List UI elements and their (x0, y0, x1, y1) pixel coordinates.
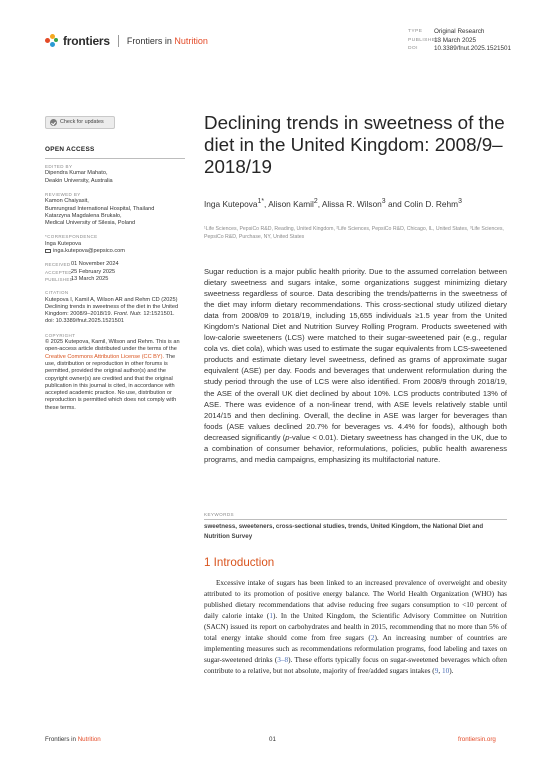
divider (204, 519, 507, 520)
article-type: Original Research (434, 28, 485, 35)
article-dates: RECEIVED 01 November 2024 ACCEPTED 25 February 2025 PUBLISHED 13 March 2025 (45, 261, 119, 282)
email-link[interactable]: inga.kutepova@pepsico.com (53, 248, 125, 255)
header-divider (118, 35, 119, 47)
reference-link[interactable]: 3–8 (277, 656, 289, 665)
author[interactable]: Alissa R. Wilson$^3$ (321, 198, 386, 209)
reference-link[interactable]: 1 (269, 612, 273, 621)
intro-paragraph: Excessive intake of sugars has been linked to an increased prevalence of overweight and obesity attributed to its promotion of positive energy balance. The World Health Organization (WHO) has published dietary recommendations that advise reducing free sugars consumption to <10 percent of daily calorie intake (1). In the United Kingdom, the Scientific Advisory Committee on Nutrition (SACN) issued its report on carbohydrates and health in 2015, recommending that no more than 5% of total energy intake should come from free sugars (2). An increasing number of countries are implementing measures such as recommendations reformulation programs, food labeling and taxes on sugar-sweetened drinks (3–8). These efforts typically focus on sugar-sweetened beverages which often contribute to a relative, but not absolute, majority of free/added sugars intakes (9, 10). (204, 579, 507, 676)
citation: Kutepova I, Kamil A, Wilson AR and Rehm CD (2025) Declining trends in sweetness of the diet in the United Kingdom: 2008/9–2018/19. Front. Nutr. 12:1521501. doi: 10.3389/fnut.2025.1521501 (45, 296, 179, 325)
license-link[interactable]: Creative Commons Attribution License (CC BY). (45, 353, 165, 360)
correspondence: Inga Kutepova inga.kutepova@pepsico.com (45, 240, 125, 255)
author[interactable]: Colin D. Rehm$^3$ (404, 198, 462, 209)
keywords-label: KEYWORDS (204, 512, 234, 517)
sidebar: Check for updates OPEN ACCESS EDITED BY Dipendra Kumar Mahato, Deakin University, Australia REVIEWED BY Kamon Chaiyasit, Bumrungrad International Hospital, Thailand Katarzyna Magdalena Brukało, Medical University of Silesia, Poland *CORRESPONDENCE Inga Kutepova inga.kutepova@pepsico.com RECEIVED 01 November 2024 ACCEPTED 25 February 2025 PUBLISHED 13 March 2025 CITATION Kutepova I, Kamil A, Wilson AR and Rehm CD (2025) Declining trends in sweetness of the diet in the United Kingdom: 2008/9–2018/19. Front. Nutr. 12:1521501. doi: 10.3389/fnut.2025.1521501 COPYRIGHT © 2025 Kutepova, Kamil, Wilson and Rehm. This is an open-access article distributed under the terms of the Creative Commons Attribution License (CC BY). The use, distribution or reproduction in other forums is permitted, provided the original author(s) and the copyright owner(s) are credited and that the original publication in this journal is cited, in accordance with accepted academic practice. No use, distribution or reproduction is permitted which does not comply with these terms. (45, 116, 185, 412)
check-updates-button[interactable]: Check for updates (45, 116, 115, 129)
author[interactable]: Inga Kutepova$^{1*}$ (204, 198, 265, 209)
copyright: © 2025 Kutepova, Kamil, Wilson and Rehm. This is an open-access article distributed under the terms of the Creative Commons Attribution License (CC BY). The use, distribution or reproduction in other forums is permitted, provided the original author(s) and the copyright owner(s) are credited and that the original publication in this journal is cited, in accordance with accepted academic practice. No use, distribution or reproduction is permitted which does not comply with these terms. (45, 339, 180, 411)
author-list: Inga Kutepova$^{1*}$, Alison Kamil$^2$, Alissa R. Wilson$^3$ and Colin D. Rehm$^3$ (204, 198, 462, 209)
reviewers: Kamon Chaiyasit, Bumrungrad International Hospital, Thailand Katarzyna Magdalena Brukało, Medical University of Silesia, Poland (45, 198, 155, 227)
open-access-label: OPEN ACCESS (45, 146, 95, 154)
frontiers-wordmark[interactable]: frontiers (63, 34, 110, 48)
footer-journal: Frontiers in Nutrition (45, 736, 101, 743)
abstract: Sugar reduction is a major public health priority. Due to the assumed correlation between dietary sweetness and sugars intake, some organizations suggest minimizing dietary sweetness regardless of source. Data describing the trends/patterns in the sweetness of the diet may inform dietary recommendations. This cross-sectional study utilized dietary data from 2008/09 to 2018/19, including 15,655 individuals ≥1.5 year from the United Kingdom's National Diet and Nutrition Survey Rolling Program. Products sweetened with low-calorie sweeteners (LCS) were matched to their sugar-sweetened pair (e.g., regular cola vs. diet cola), which was used to estimate the sugar equivalents from LCS-sweetened products and estimate dietary level sweetness, defined as grams of approximate sugar equivalent (ASE) per day. Foods and beverages that underwent reformulation during the study period through the use of LCS were also identified. From 2008/9 through 2018/19, the ASE of the overall UK diet declined by about 10%. LCS products contributed 13% of ASE. There was evidence of a non-linear trend, with ASE levels relatively stable until 2014/15 and then declining. Overall, the decline in ASE was larger for beverages than foods (ASE values declined 20.7% for beverages vs. 4.4% for foods), although both decreased significantly (p-value < 0.01). Dietary sweetness has changed in the UK, due to a combination of consumer behavior, reformulations, policies, public health awareness programs, and media campaigns, emphasizing its multifactorial nature. (204, 267, 507, 464)
publish-date: 13 March 2025 (434, 36, 477, 44)
section-heading: 1 Introduction (204, 556, 275, 569)
page-number: 01 (269, 736, 276, 743)
reference-link[interactable]: 9 (434, 667, 439, 676)
check-icon (50, 119, 57, 126)
author[interactable]: Alison Kamil$^2$ (268, 198, 318, 209)
journal-title[interactable]: Frontiers in Nutrition (126, 36, 208, 46)
article-title: Declining trends in sweetness of the diet in the United Kingdom: 2008/9–2018/19 (204, 112, 505, 177)
frontiers-logo-icon (45, 34, 59, 48)
footer-website-link[interactable]: frontiersin.org (458, 736, 496, 743)
divider (45, 158, 185, 159)
email-icon (45, 249, 51, 253)
reference-link[interactable]: 2 (370, 634, 375, 643)
doi: 10.3389/fnut.2025.1521501 (434, 45, 512, 53)
affiliations: ¹Life Sciences, PepsiCo R&D, Reading, United Kingdom, ²Life Sciences, PepsiCo R&D, Chicago, IL, United States, ³Life Sciences, PepsiCo R&D, Purchase, NY, United States (204, 226, 504, 240)
editor: Dipendra Kumar Mahato, Deakin University, Australia (45, 170, 113, 184)
article-meta: TYPE Original Research PUBLISHED 13 March 2025 DOI 10.3389/fnut.2025.1521501 (408, 28, 512, 53)
keywords: sweetness, sweeteners, cross-sectional studies, trends, United Kingdom, the National Diet and Nutrition Survey (204, 523, 484, 540)
journal-header (45, 34, 208, 48)
reference-link[interactable]: 10 (441, 667, 450, 676)
